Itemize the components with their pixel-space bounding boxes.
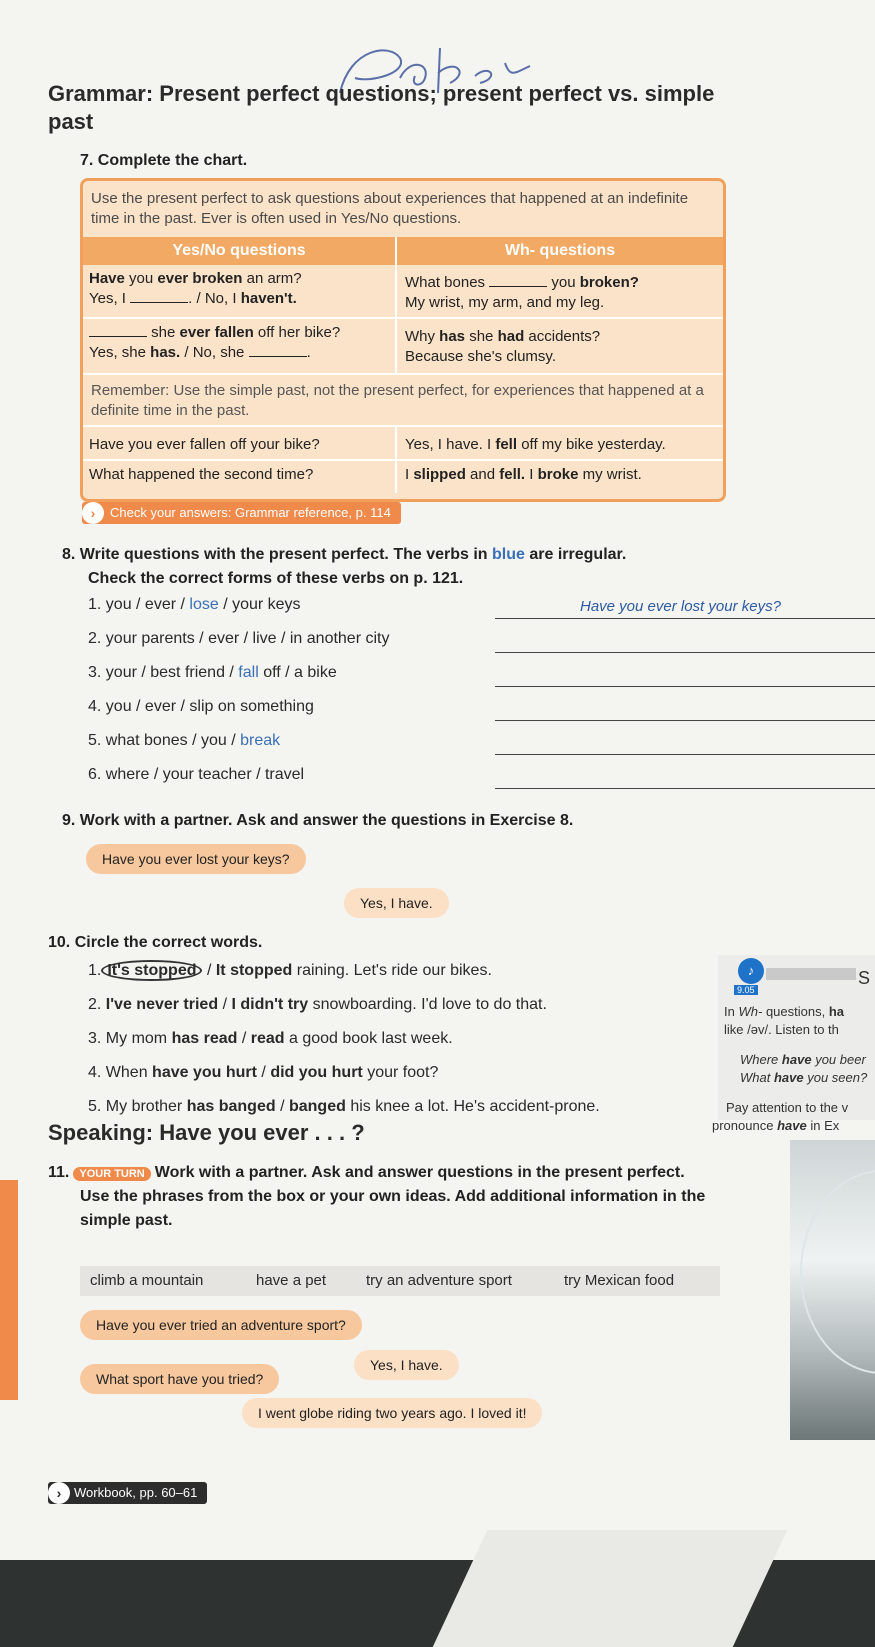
grammar-chart — [80, 178, 726, 502]
workbook-link[interactable] — [48, 1482, 207, 1504]
speech-bubble: What sport have you tried? — [80, 1364, 279, 1394]
chart-r4-right: I slipped and fell. I broke my wrist. — [405, 466, 642, 483]
chart-r1-left-answer: Yes, I . / No, I haven't. — [89, 290, 297, 307]
workbook-label: Workbook, pp. 60–61 — [74, 1485, 198, 1500]
exercise-11-title-line2: Use the phrases from the box or your own ideas. Add additional information in the — [80, 1188, 706, 1205]
speech-bubble: I went globe riding two years ago. I loved it! — [242, 1398, 542, 1428]
chart-row-divider — [83, 373, 723, 375]
ex10-item-2: 2. I've never tried / I didn't try snowboarding. I'd love to do that. — [88, 996, 547, 1013]
speech-bubble: Have you ever tried an adventure sport? — [80, 1310, 362, 1340]
chart-r4-left: What happened the second time? — [89, 466, 314, 483]
chart-r3-right: Yes, I have. I fell off my bike yesterday. — [405, 436, 666, 453]
chart-row-divider — [83, 317, 723, 319]
ex10-item-3: 3. My mom has read / read a good book last week. — [88, 1030, 453, 1047]
your-turn-badge: YOUR TURN — [73, 1167, 150, 1181]
ex8-answer-1: Have you ever lost your keys? — [580, 598, 781, 615]
exercise-7-title: 7. Complete the chart. — [80, 152, 248, 169]
answer-line[interactable] — [495, 686, 875, 687]
ex8-item-6: 6. where / your teacher / travel — [88, 766, 305, 783]
ex8-item-4: 4. you / ever / slip on something — [88, 698, 314, 715]
ex10-item-1: 1. It's stopped / It stopped raining. Let's ride our bikes. — [88, 962, 492, 979]
speech-bubble: Have you ever lost your keys? — [86, 844, 306, 874]
chevron-right-icon: › — [48, 1482, 70, 1504]
phrase-item: try an adventure sport — [366, 1272, 512, 1289]
exercise-9-title: 9. Work with a partner. Ask and answer the questions in Exercise 8. — [62, 812, 574, 829]
grammar-reference-link[interactable] — [82, 502, 401, 524]
pronunciation-line-1: In Wh- questions, ha — [724, 1004, 844, 1019]
answer-line[interactable] — [495, 618, 875, 619]
chart-r2-left-question: she ever fallen off her bike? — [89, 323, 340, 343]
grammar-reference-label: Check your answers: Grammar reference, p. 114 — [110, 505, 391, 520]
ex8-item-5: 5. what bones / you / break — [88, 732, 281, 749]
chart-row-divider — [83, 425, 723, 427]
exercise-10-title: 10. Circle the correct words. — [48, 934, 263, 951]
ex10-item-4: 4. When have you hurt / did you hurt your foot? — [88, 1064, 439, 1081]
pronunciation-line-2: like /əv/. Listen to th — [724, 1022, 839, 1037]
pronunciation-example-1: Where have you beer — [740, 1052, 866, 1067]
page-title: Grammar: Present perfect questions; present perfect vs. simple past — [48, 81, 715, 134]
phrase-item: climb a mountain — [90, 1272, 204, 1289]
answer-line[interactable] — [495, 720, 875, 721]
answer-blank[interactable] — [130, 301, 188, 303]
answer-blank[interactable] — [489, 285, 547, 287]
exercise-11-title-line3: simple past. — [80, 1212, 173, 1229]
chart-r2-right-answer: Because she's clumsy. — [405, 348, 556, 365]
chart-r3-left: Have you ever fallen off your bike? — [89, 436, 320, 453]
circled-answer[interactable]: It's stopped — [101, 960, 202, 981]
answer-blank[interactable] — [249, 355, 307, 357]
phrase-item: have a pet — [256, 1272, 327, 1289]
chevron-right-icon: › — [82, 502, 104, 524]
chart-header-wh: Wh- questions — [397, 237, 723, 265]
audio-track-number: 9.05 — [734, 985, 758, 995]
speech-bubble: Yes, I have. — [344, 888, 449, 918]
arrow-banner — [766, 968, 856, 980]
answer-line[interactable] — [495, 788, 875, 789]
background-paper — [433, 1530, 788, 1647]
ex8-item-1: 1. you / ever / lose / your keys — [88, 596, 301, 613]
exercise-8-subtitle: Check the correct forms of these verbs on p. 121. — [88, 570, 464, 587]
ex8-item-3: 3. your / best friend / fall off / a bike — [88, 664, 337, 681]
audio-icon[interactable]: ♪ — [738, 958, 764, 984]
pronunciation-line-5: Pay attention to the v — [726, 1100, 849, 1115]
speaking-section-title: Speaking: Have you ever . . . ? — [48, 1120, 365, 1145]
exercise-11-title: 11. YOUR TURN Work with a partner. Ask and answer questions in the present perfect. — [48, 1164, 685, 1181]
ex8-item-2: 2. your parents / ever / live / in another city — [88, 630, 390, 647]
pronunciation-example-2: What have you seen? — [740, 1070, 868, 1085]
chart-divider — [395, 237, 397, 373]
chart-r1-left-question: Have you ever broken an arm? — [89, 270, 302, 287]
chart-r2-right-question: Why has she had accidents? — [405, 328, 601, 345]
phrase-item: try Mexican food — [564, 1272, 675, 1289]
chart-r1-right-question: What bones you broken? — [405, 274, 639, 291]
speech-bubble: Yes, I have. — [354, 1350, 459, 1380]
pronunciation-heading-letter: S — [858, 968, 871, 988]
chart-intro: Use the present perfect to ask questions about experiences that happened at an indefinite time in the past. Ever is often used in Yes/No questions. — [91, 190, 689, 227]
page-edge-accent — [0, 1180, 18, 1400]
chart-header-yes-no: Yes/No questions — [83, 237, 395, 265]
phrase-box — [80, 1266, 720, 1296]
pronunciation-line-6: pronounce have in Ex — [712, 1118, 840, 1133]
answer-blank[interactable] — [89, 335, 147, 337]
answer-line[interactable] — [495, 754, 875, 755]
chart-remember-note: Remember: Use the simple past, not the present perfect, for experiences that happened at a definite time in the past. — [91, 382, 704, 419]
chart-r1-right-answer: My wrist, my arm, and my leg. — [405, 294, 605, 311]
exercise-8-title: 8. Write questions with the present perfect. The verbs in blue are irregular. — [62, 546, 627, 563]
chart-row-divider — [83, 459, 723, 461]
chart-r2-left-answer: Yes, she has. / No, she . — [89, 344, 311, 361]
ex10-item-5: 5. My brother has banged / banged his knee a lot. He's accident-prone. — [88, 1098, 600, 1115]
answer-line[interactable] — [495, 652, 875, 653]
